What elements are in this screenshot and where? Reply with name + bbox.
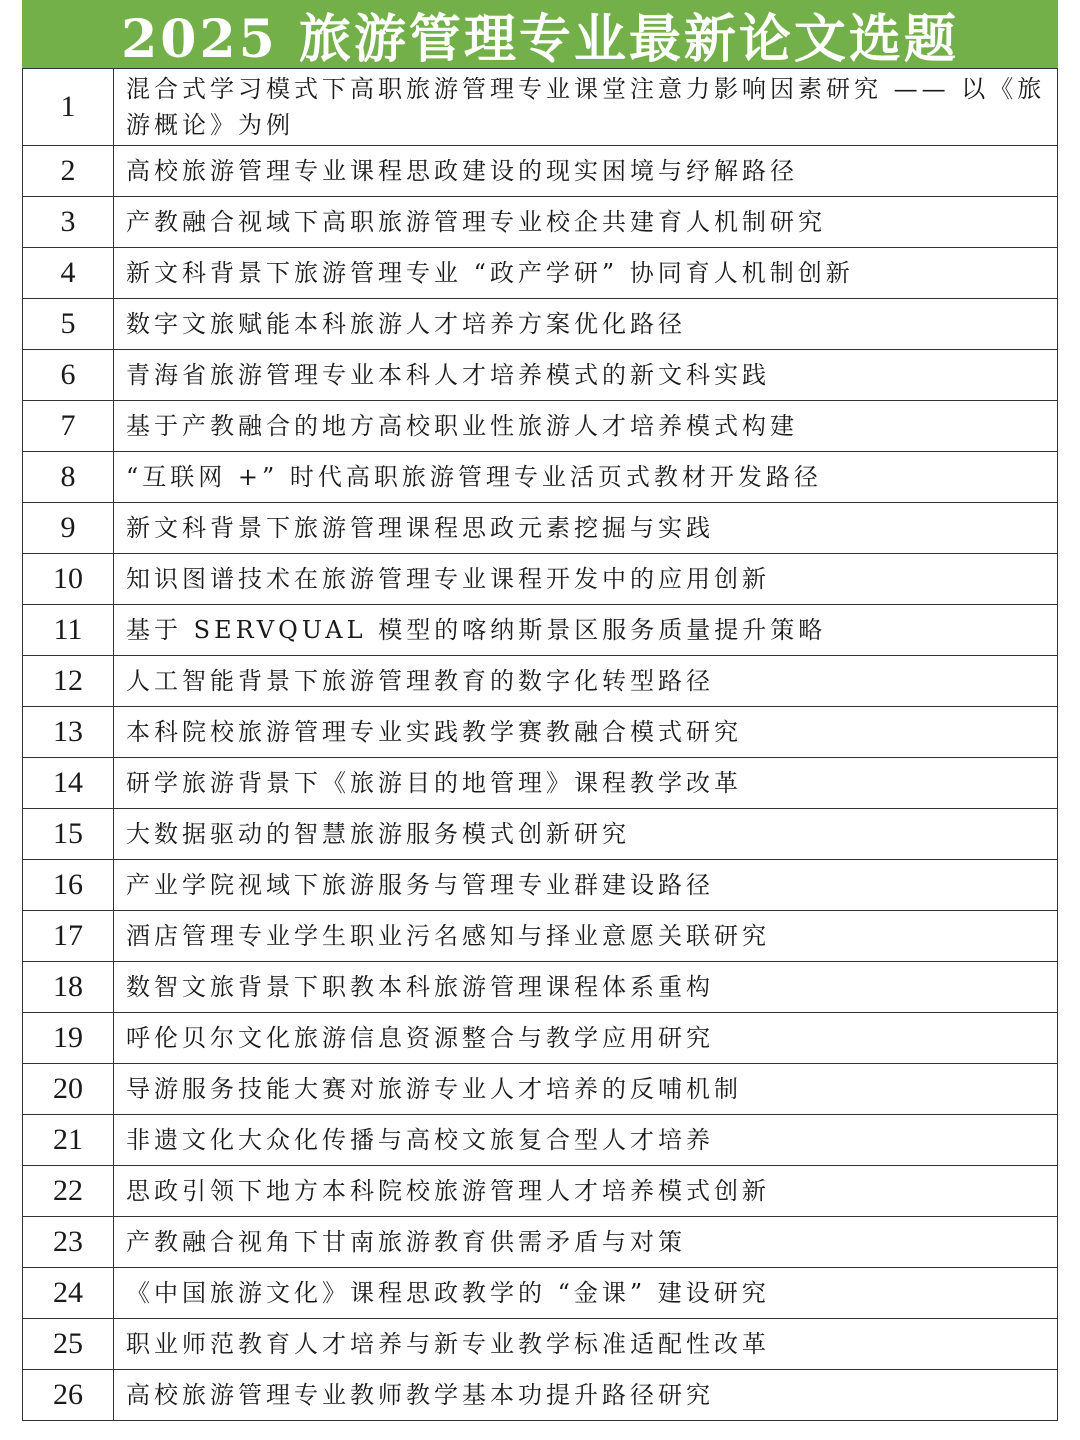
topic-title: 混合式学习模式下高职旅游管理专业课堂注意力影响因素研究 —— 以《旅游概论》为例 <box>114 69 1058 146</box>
topic-title: 《中国旅游文化》课程思政教学的 “金课” 建设研究 <box>114 1268 1058 1319</box>
topic-number: 4 <box>23 248 114 299</box>
topic-number: 3 <box>23 197 114 248</box>
topic-number: 2 <box>23 146 114 197</box>
topic-title: 高校旅游管理专业教师教学基本功提升路径研究 <box>114 1370 1058 1421</box>
topic-title: 职业师范教育人才培养与新专业教学标准适配性改革 <box>114 1319 1058 1370</box>
table-row <box>23 350 1058 401</box>
topic-title: 研学旅游背景下《旅游目的地管理》课程教学改革 <box>114 758 1058 809</box>
topic-title: 本科院校旅游管理专业实践教学赛教融合模式研究 <box>114 707 1058 758</box>
table-row <box>23 605 1058 656</box>
topic-title: 人工智能背景下旅游管理教育的数字化转型路径 <box>114 656 1058 707</box>
table-row <box>23 809 1058 860</box>
topic-title: 新文科背景下旅游管理专业 “政产学研” 协同育人机制创新 <box>114 248 1058 299</box>
table-row <box>23 503 1058 554</box>
table-row <box>23 1064 1058 1115</box>
topic-number: 13 <box>23 707 114 758</box>
table-row <box>23 248 1058 299</box>
topic-number: 20 <box>23 1064 114 1115</box>
topic-title: 高校旅游管理专业课程思政建设的现实困境与纾解路径 <box>114 146 1058 197</box>
topic-title: 青海省旅游管理专业本科人才培养模式的新文科实践 <box>114 350 1058 401</box>
table-row <box>23 197 1058 248</box>
topics-table <box>22 68 1058 1421</box>
topic-title: 呼伦贝尔文化旅游信息资源整合与教学应用研究 <box>114 1013 1058 1064</box>
topic-number: 5 <box>23 299 114 350</box>
table-row <box>23 758 1058 809</box>
table-row <box>23 1115 1058 1166</box>
topic-number: 14 <box>23 758 114 809</box>
topic-number: 11 <box>23 605 114 656</box>
table-row <box>23 452 1058 503</box>
title-banner <box>22 0 1058 68</box>
page-title: 2025 旅游管理专业最新论文选题 <box>121 8 959 70</box>
topic-title: 数智文旅背景下职教本科旅游管理课程体系重构 <box>114 962 1058 1013</box>
topic-number: 7 <box>23 401 114 452</box>
topic-number: 15 <box>23 809 114 860</box>
topic-title: 非遗文化大众化传播与高校文旅复合型人才培养 <box>114 1115 1058 1166</box>
table-row <box>23 911 1058 962</box>
topic-title: 大数据驱动的智慧旅游服务模式创新研究 <box>114 809 1058 860</box>
topic-title: 导游服务技能大赛对旅游专业人才培养的反哺机制 <box>114 1064 1058 1115</box>
table-row <box>23 1217 1058 1268</box>
table-row <box>23 962 1058 1013</box>
topic-title: 产业学院视域下旅游服务与管理专业群建设路径 <box>114 860 1058 911</box>
topic-title: 产教融合视域下高职旅游管理专业校企共建育人机制研究 <box>114 197 1058 248</box>
table-row <box>23 707 1058 758</box>
topic-number: 8 <box>23 452 114 503</box>
table-row <box>23 69 1058 146</box>
topic-number: 23 <box>23 1217 114 1268</box>
topic-title: 酒店管理专业学生职业污名感知与择业意愿关联研究 <box>114 911 1058 962</box>
table-row <box>23 1319 1058 1370</box>
topic-number: 1 <box>23 69 114 146</box>
table-row <box>23 401 1058 452</box>
table-row <box>23 554 1058 605</box>
table-row <box>23 656 1058 707</box>
topic-number: 6 <box>23 350 114 401</box>
table-row <box>23 1166 1058 1217</box>
topic-number: 22 <box>23 1166 114 1217</box>
topic-number: 21 <box>23 1115 114 1166</box>
topic-number: 26 <box>23 1370 114 1421</box>
topic-title: 基于产教融合的地方高校职业性旅游人才培养模式构建 <box>114 401 1058 452</box>
table-row <box>23 299 1058 350</box>
topics-table-body <box>23 69 1058 1421</box>
topic-number: 18 <box>23 962 114 1013</box>
topic-title: 思政引领下地方本科院校旅游管理人才培养模式创新 <box>114 1166 1058 1217</box>
topic-title: “互联网 +” 时代高职旅游管理专业活页式教材开发路径 <box>114 452 1058 503</box>
topic-number: 16 <box>23 860 114 911</box>
topic-number: 9 <box>23 503 114 554</box>
topic-title: 知识图谱技术在旅游管理专业课程开发中的应用创新 <box>114 554 1058 605</box>
table-row <box>23 146 1058 197</box>
table-row <box>23 1370 1058 1421</box>
topic-number: 10 <box>23 554 114 605</box>
topic-number: 17 <box>23 911 114 962</box>
topic-title: 基于 SERVQUAL 模型的喀纳斯景区服务质量提升策略 <box>114 605 1058 656</box>
topic-number: 24 <box>23 1268 114 1319</box>
table-row <box>23 1268 1058 1319</box>
table-row <box>23 1013 1058 1064</box>
topic-title: 产教融合视角下甘南旅游教育供需矛盾与对策 <box>114 1217 1058 1268</box>
topic-title: 数字文旅赋能本科旅游人才培养方案优化路径 <box>114 299 1058 350</box>
topic-number: 25 <box>23 1319 114 1370</box>
table-row <box>23 860 1058 911</box>
topic-number: 12 <box>23 656 114 707</box>
topic-number: 19 <box>23 1013 114 1064</box>
topic-title: 新文科背景下旅游管理课程思政元素挖掘与实践 <box>114 503 1058 554</box>
